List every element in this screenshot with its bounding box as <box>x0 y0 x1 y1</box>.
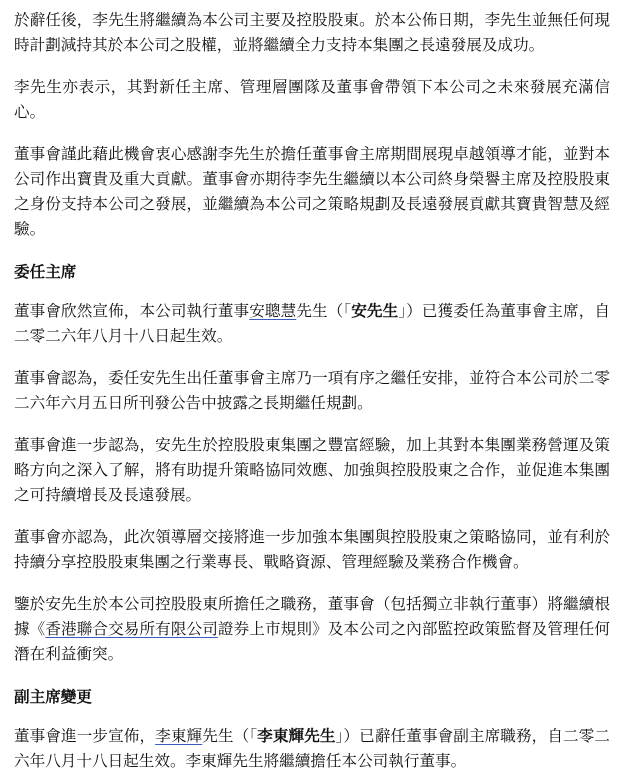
text-segment: 董事會欣然宣佈，本公司執行董事 <box>14 302 250 320</box>
paragraph-chairman-appointment <box>14 298 610 349</box>
heading-appointment-of-chairman: 委任主席 <box>14 262 77 281</box>
paragraph-vice-chairman-resignation <box>14 723 610 774</box>
text-segment: 鑒於安先生於本公司控股股東所擔任之職務，董事會（包括獨立非執行董事）將繼續根據《 <box>14 595 610 638</box>
listing-rules-name: 香港聯合交易所有限公司 <box>45 620 218 638</box>
text-segment: 先生（「 <box>202 727 258 745</box>
defined-term-an: 安先生 <box>351 301 399 320</box>
paragraph-confidence-statement: 李先生亦表示，其對新任主席、管理層團隊及董事會帶領下本公司之未來發展充滿信心。 <box>14 78 610 121</box>
heading-change-of-vice-chairman: 副主席變更 <box>14 687 92 706</box>
paragraph-board-gratitude: 董事會謹此藉此機會衷心感謝李先生於擔任董事會主席期間展現卓越領導才能，並對本公司作出寶貴及重大貢獻。董事會亦期待李先生繼續以本公司終身榮譽主席及控股股東之身份支持本公司之發展，並繼續為本公司之策略規劃及長遠發展貢獻其寶貴智慧及經驗。 <box>14 145 610 238</box>
paragraph-resignation-shareholding: 於辭任後，李先生將繼續為本公司主要及控股股東。於本公佈日期，李先生並無任何現時計劃減持其於本公司之股權，並將繼續全力支持本集團之長遠發展及成功。 <box>14 11 610 54</box>
person-name-an: 安聰慧 <box>249 302 297 320</box>
person-name-li: 李東輝 <box>155 727 203 745</box>
paragraph-experience-synergy: 董事會進一步認為，安先生於控股股東集團之豐富經驗，加上其對本集團業務營運及策略方向之深入了解，將有助提升策略協同效應、加強與控股股東之合作，並促進本集團之可持續增長及長遠發展。 <box>14 436 610 504</box>
text-segment: 先生（「 <box>296 302 352 320</box>
text-segment: 董事會進一步宣佈， <box>14 727 156 745</box>
paragraph-succession-plan: 董事會認為，委任安先生出任董事會主席乃一項有序之繼任安排，並符合本公司於二零二六年六月五日所刊發公告中披露之長期繼任規劃。 <box>14 369 610 412</box>
text-segment: 」）已辭任董事會副主席職務，自二零二六年八月十八日起生效。李東輝先生將繼續擔任本公司執行董事。 <box>14 727 610 770</box>
paragraph-conflict-of-interest <box>14 592 610 667</box>
defined-term-li: 李東輝先生 <box>257 726 336 745</box>
text-segment: 證券上市規則》及本公司之內部監控政策監督及管理任何潛在利益衝突。 <box>14 620 610 663</box>
paragraph-leadership-transition: 董事會亦認為，此次領導層交接將進一步加強本集團與控股股東之策略協同，並有利於持續分享控股股東集團之行業專長、戰略資源、管理經驗及業務合作機會。 <box>14 528 610 571</box>
text-segment: 」）已獲委任為董事會主席，自二零二六年八月十八日起生效。 <box>14 302 610 345</box>
